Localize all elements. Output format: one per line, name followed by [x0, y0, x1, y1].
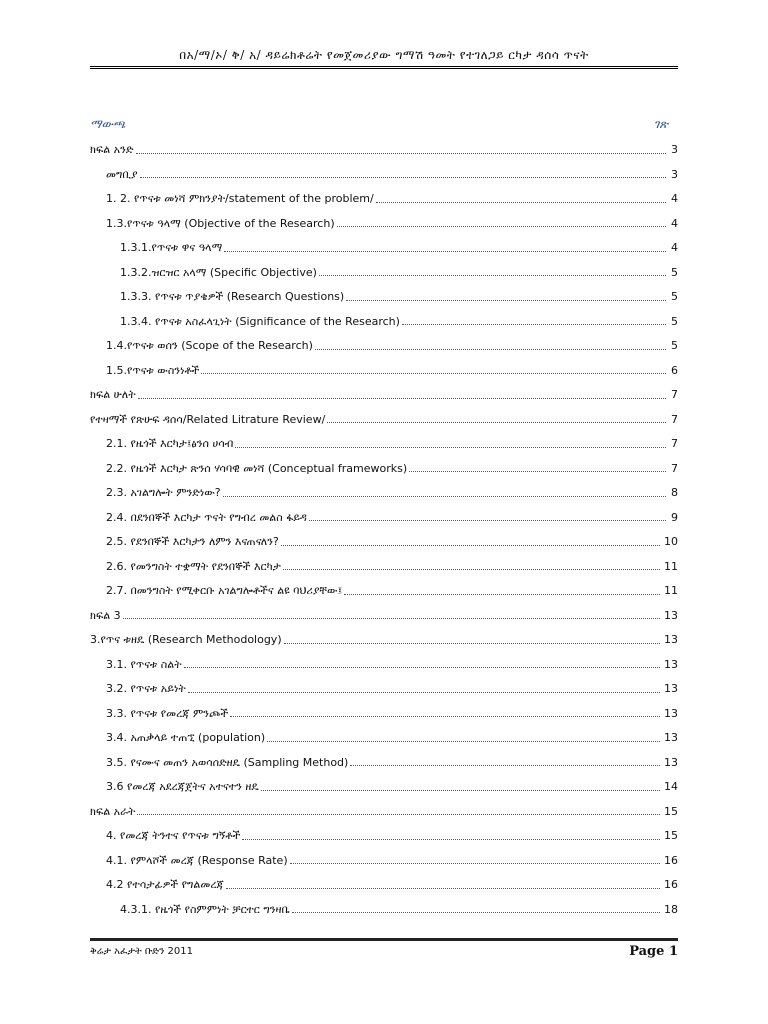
- toc-entry[interactable]: [90, 310, 678, 335]
- toc-entry-page: 3: [671, 167, 678, 181]
- toc-page-heading: ገጽ: [653, 117, 668, 131]
- toc-entry-title: 2.5. የደንበኞች እርካታን ለምን እናጠናለን?: [106, 535, 279, 549]
- toc-entry-page: 8: [671, 486, 678, 500]
- toc-entry-title: 2.3. አገልግሎት ምንድነው?: [106, 486, 221, 500]
- toc-entry[interactable]: [90, 457, 678, 482]
- toc-entry-title: 4.2 የተሳታፊዎች የግልመረጃ: [106, 878, 224, 892]
- toc-entry-page: 13: [664, 633, 678, 647]
- toc-leader: [346, 300, 666, 301]
- toc-entry-title: 3.1. የጥናቱ ስልት: [106, 657, 182, 671]
- toc-entry-page: 15: [664, 804, 678, 818]
- toc-entry-page: 9: [671, 510, 678, 524]
- toc-entry-page: 5: [671, 290, 678, 304]
- toc-entry[interactable]: [90, 726, 678, 751]
- toc-entry[interactable]: [90, 530, 678, 555]
- toc-entry[interactable]: [90, 628, 678, 653]
- toc-entry-title: 1.4.የጥናቱ ወሰን (Scope of the Research): [106, 339, 313, 353]
- toc-entry[interactable]: [90, 604, 678, 629]
- toc-entry[interactable]: [90, 579, 678, 604]
- toc-entry[interactable]: [90, 702, 678, 727]
- toc-leader: [230, 716, 660, 717]
- toc-leader: [319, 275, 666, 276]
- toc-entry[interactable]: [90, 506, 678, 531]
- toc-entry-page: 5: [671, 265, 678, 279]
- toc-entry[interactable]: [90, 873, 678, 898]
- toc-leader: [224, 251, 666, 252]
- toc-leader: [184, 667, 660, 668]
- toc-leader: [242, 839, 660, 840]
- toc-entry-page: 10: [664, 535, 678, 549]
- toc-heading: ማውጫ: [90, 117, 126, 131]
- toc-entry-title: 3.የጥና ቱዘዴ (Research Methodology): [90, 633, 282, 647]
- toc-entry[interactable]: [90, 187, 678, 212]
- toc-leader: [409, 471, 666, 472]
- toc-entry[interactable]: [90, 261, 678, 286]
- toc-leader: [327, 422, 666, 423]
- toc-entry[interactable]: [90, 751, 678, 776]
- toc-entry[interactable]: [90, 408, 678, 433]
- toc-entry-title: 1.3.3. የጥናቱ ጥያቄዎች (Research Questions): [120, 290, 345, 304]
- toc-entry-title: 2.1. የዜጎች እርካታ፤ፅንሰ ሀሳብ: [106, 437, 234, 451]
- toc-entry-title: መግቢያ: [106, 167, 138, 181]
- toc-entry-title: 1. 2. የጥናቱ መነሻ ምክንያት/statement of the problem/: [106, 192, 374, 206]
- toc-leader: [283, 569, 660, 570]
- page-header: በአ/ማ/ኦ/ ቅ/ አ/ ዳይሬክቶሬት የመጀመሪያው ግማሽ ዓመት የተገለጋይ ርካታ ዳሰሳ ጥናት: [179, 48, 589, 62]
- toc-entry-title: ክፍል 3: [90, 608, 121, 622]
- toc-entry-title: ክፍል ሁለት: [90, 388, 136, 402]
- toc-entry-title: ክፍል አራት: [90, 804, 136, 818]
- toc-entry-page: 16: [664, 853, 678, 867]
- toc-entry-title: 1.3.1.የጥናቱ ዋና ዓላማ: [120, 241, 223, 255]
- header-divider: [90, 66, 678, 69]
- toc-entry[interactable]: [90, 481, 678, 506]
- toc-leader: [315, 349, 666, 350]
- toc-entry[interactable]: [90, 383, 678, 408]
- toc-entry-page: 6: [671, 363, 678, 377]
- toc-leader: [188, 692, 660, 693]
- toc-leader: [267, 741, 660, 742]
- toc-entry[interactable]: [90, 334, 678, 359]
- toc-entry-page: 13: [664, 706, 678, 720]
- toc-entry[interactable]: [90, 359, 678, 384]
- toc-entry-title: 3.4. አጠቃላይ ተጠኚ (population): [106, 731, 266, 745]
- toc-leader: [123, 618, 660, 619]
- toc-entry-title: 1.3.2.ዝርዝር አላማ (Specific Objective): [120, 265, 317, 279]
- toc-entry-title: 2.6. የመንግስት ተቋማት የደንበኞች እርካታ: [106, 559, 281, 573]
- toc-entry[interactable]: [90, 212, 678, 237]
- toc-entry-page: 4: [671, 241, 678, 255]
- toc-entry[interactable]: [90, 285, 678, 310]
- toc-entry-page: 16: [664, 878, 678, 892]
- toc-entry[interactable]: [90, 800, 678, 825]
- toc-entry[interactable]: [90, 138, 678, 163]
- toc-entry[interactable]: [90, 236, 678, 261]
- toc-entry-title: 2.7. በመንግስት የሚቀርቡ አገልግሎቶችና ልዩ ባህሪያቸው፤: [106, 584, 343, 598]
- page-number: Page 1: [629, 944, 678, 959]
- toc-leader: [402, 324, 666, 325]
- toc-entry-title: 3.2. የጥናቱ አይነት: [106, 682, 186, 696]
- toc-entry-page: 13: [664, 755, 678, 769]
- toc-entry-page: 4: [671, 192, 678, 206]
- toc-entry-page: 13: [664, 657, 678, 671]
- toc-leader: [136, 153, 666, 154]
- toc-leader: [140, 177, 666, 178]
- toc-leader: [201, 373, 666, 374]
- toc-entry[interactable]: [90, 432, 678, 457]
- toc-entry-title: 4.3.1. የዜጎች የስምምነት ቻርተር ግንዛቤ: [120, 902, 290, 916]
- toc-entry-page: 18: [664, 902, 678, 916]
- toc-entry[interactable]: [90, 653, 678, 678]
- toc-entry-page: 15: [664, 829, 678, 843]
- toc-leader: [344, 594, 660, 595]
- toc-entry-page: 7: [671, 412, 678, 426]
- toc-entry-title: 2.2. የዜጎች እርካታ ጽንሰ ሃሳባዊ መነሻ (Conceptual frameworks): [106, 461, 408, 475]
- footer-divider: [90, 938, 678, 941]
- toc-entry-page: 7: [671, 388, 678, 402]
- toc-leader: [235, 447, 666, 448]
- toc-leader: [261, 790, 660, 791]
- toc-entry[interactable]: [90, 555, 678, 580]
- table-of-contents: [90, 138, 678, 922]
- toc-leader: [226, 888, 660, 889]
- toc-leader: [290, 863, 660, 864]
- toc-entry[interactable]: [90, 775, 678, 800]
- toc-entry-page: 4: [671, 216, 678, 230]
- toc-entry-page: 13: [664, 608, 678, 622]
- toc-entry-page: 13: [664, 731, 678, 745]
- toc-entry[interactable]: [90, 677, 678, 702]
- toc-entry-page: 11: [664, 559, 678, 573]
- toc-entry-page: 14: [664, 780, 678, 794]
- toc-entry[interactable]: [90, 824, 678, 849]
- toc-entry-page: 7: [671, 461, 678, 475]
- toc-leader: [376, 202, 666, 203]
- toc-entry-page: 5: [671, 339, 678, 353]
- toc-entry-title: 3.5. የናሙና መጠን አወሳሰድዘዴ (Sampling Method): [106, 755, 349, 769]
- toc-heading-row: [90, 117, 678, 135]
- toc-entry-title: 4.1. የምላሾች መረጃ (Response Rate): [106, 853, 288, 867]
- toc-entry-title: የተዛማች የጽሁፍ ዳሰሳ/Related Litrature Review/: [90, 412, 326, 426]
- toc-entry-title: 2.4. በደንበኞች እርካታ ጥናት የግብረ መልስ ፋይዳ: [106, 510, 307, 524]
- toc-entry-title: 1.3.የጥናቱ ዓላማ (Objective of the Research): [106, 216, 335, 230]
- toc-entry[interactable]: [90, 163, 678, 188]
- toc-leader: [292, 912, 660, 913]
- toc-leader: [223, 496, 666, 497]
- toc-entry[interactable]: [90, 849, 678, 874]
- toc-entry-page: 5: [671, 314, 678, 328]
- footer-team-label: ቅሬታ አፈታት ቡድን 2011: [90, 946, 193, 957]
- toc-entry-page: 13: [664, 682, 678, 696]
- toc-entry-title: 3.3. የጥናቱ የመረጃ ምንጮች: [106, 706, 229, 720]
- toc-entry-title: 1.5.የጥናቱ ውስንነቶች: [106, 363, 200, 377]
- toc-leader: [350, 765, 660, 766]
- toc-entry-title: ክፍል አንድ: [90, 143, 134, 157]
- toc-leader: [309, 520, 666, 521]
- toc-leader: [337, 226, 666, 227]
- toc-leader: [138, 398, 666, 399]
- toc-leader: [137, 814, 660, 815]
- toc-entry-page: 11: [664, 584, 678, 598]
- toc-entry-title: 4. የመረጃ ትንተና የጥናቱ ግኝቶች: [106, 829, 241, 843]
- toc-entry-title: 1.3.4. የጥናቱ አስፈላጊነት (Significance of the Research): [120, 314, 400, 328]
- toc-leader: [281, 545, 660, 546]
- toc-entry[interactable]: [90, 898, 678, 923]
- toc-entry-page: 3: [671, 143, 678, 157]
- toc-entry-title: 3.6 የመረጃ አደረጃጀትና አተናተን ዘዴ: [106, 780, 259, 794]
- toc-leader: [284, 643, 660, 644]
- toc-entry-page: 7: [671, 437, 678, 451]
